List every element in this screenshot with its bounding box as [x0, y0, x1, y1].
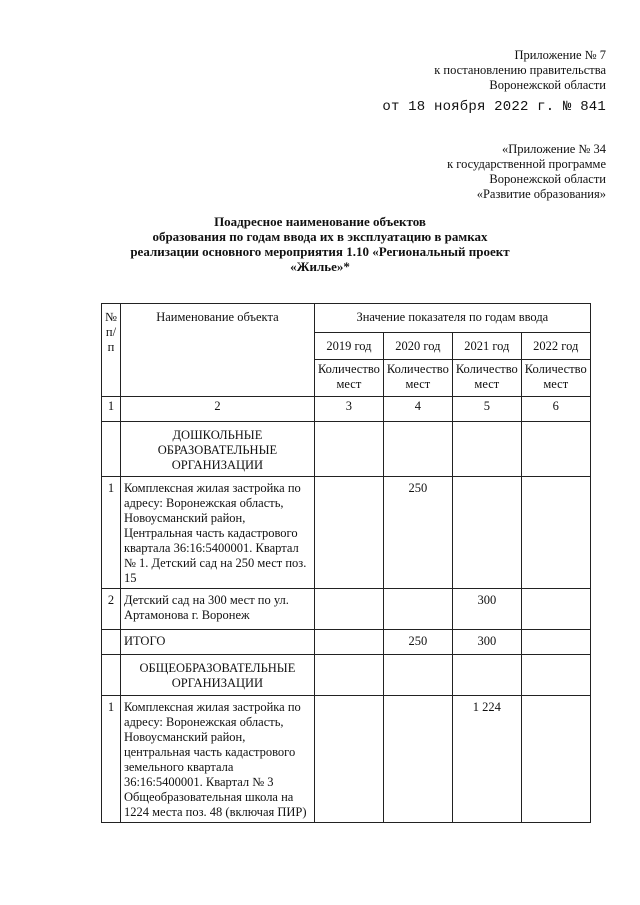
row-value-2021: 300	[452, 589, 521, 630]
section-row-general	[102, 655, 591, 696]
index-cell: 3	[314, 397, 383, 422]
appendix-program-line3: Воронежской области	[489, 172, 606, 186]
section-title-preschool: ДОШКОЛЬНЫЕ ОБРАЗОВАТЕЛЬНЫЕ ОРГАНИЗАЦИИ	[120, 422, 314, 477]
row-value-2020: 250	[383, 477, 452, 589]
row-value-2022	[521, 477, 590, 589]
appendix-program-line4: «Развитие образования»	[476, 187, 606, 201]
row-value-2019	[314, 696, 383, 823]
section-title-general: ОБЩЕОБРАЗОВАТЕЛЬНЫЕ ОРГАНИЗАЦИИ	[120, 655, 314, 696]
table-row	[102, 589, 591, 630]
row-num: 1	[102, 696, 121, 823]
appendix-program-line2: к государственной программе	[447, 157, 606, 171]
document-title	[0, 214, 640, 274]
empty-cell	[452, 655, 521, 696]
row-value-2019	[314, 589, 383, 630]
table-header-row	[102, 304, 591, 333]
table-row	[102, 477, 591, 589]
table-index-row	[102, 397, 591, 422]
empty-cell	[383, 422, 452, 477]
appendix-main-line2: к постановлению правительства	[434, 63, 606, 77]
title-line3: реализации основного мероприятия 1.10 «Региональный проект	[130, 244, 510, 259]
title-line1: Поадресное наименование объектов	[214, 214, 426, 229]
row-num: 1	[102, 477, 121, 589]
header-year-2020: 2020 год	[383, 333, 452, 360]
empty-cell	[102, 630, 121, 655]
empty-cell	[521, 655, 590, 696]
total-value-2020: 250	[383, 630, 452, 655]
empty-cell	[314, 422, 383, 477]
header-num-cell: № п/п	[102, 304, 121, 397]
empty-cell	[314, 655, 383, 696]
appendix-program-line1: «Приложение № 34	[501, 142, 606, 156]
row-object-name: Комплексная жилая застройка по адресу: Воронежская область, Новоусманский район, центральная часть кадастрового земельного квартала 36:16:5400001. Квартал № 3 Общеобразовательная школа на 1224 места поз. 48 (включая ПИР)	[120, 696, 314, 823]
header-unit-2019: Количество мест	[314, 360, 383, 397]
title-line2: образования по годам ввода их в эксплуатацию в рамках	[152, 229, 488, 244]
index-cell: 4	[383, 397, 452, 422]
header-year-2022: 2022 год	[521, 333, 590, 360]
decree-date-stamp: от 18 ноября 2022 г. № 841	[382, 99, 606, 115]
row-value-2020	[383, 589, 452, 630]
appendix-main-header	[382, 48, 606, 115]
table-row	[102, 696, 591, 823]
empty-cell	[102, 655, 121, 696]
header-unit-2021: Количество мест	[452, 360, 521, 397]
row-num: 2	[102, 589, 121, 630]
header-unit-2022: Количество мест	[521, 360, 590, 397]
appendix-main-line1: Приложение № 7	[514, 48, 606, 62]
appendix-main-line3: Воронежской области	[489, 78, 606, 92]
header-name-cell: Наименование объекта	[120, 304, 314, 397]
total-label: ИТОГО	[120, 630, 314, 655]
header-year-2019: 2019 год	[314, 333, 383, 360]
row-value-2019	[314, 477, 383, 589]
total-value-2019	[314, 630, 383, 655]
row-value-2022	[521, 589, 590, 630]
total-value-2021: 300	[452, 630, 521, 655]
row-value-2022	[521, 696, 590, 823]
appendix-program-header	[447, 142, 606, 202]
row-value-2021	[452, 477, 521, 589]
empty-cell	[102, 422, 121, 477]
row-object-name: Комплексная жилая застройка по адресу: Воронежская область, Новоусманский район, Центральная часть кадастрового квартала 36:16:5400001. Квартал № 1. Детский сад на 250 мест поз. 15	[120, 477, 314, 589]
title-line4: «Жилье»*	[290, 259, 350, 274]
section-row-preschool	[102, 422, 591, 477]
empty-cell	[383, 655, 452, 696]
empty-cell	[452, 422, 521, 477]
total-row	[102, 630, 591, 655]
header-year-2021: 2021 год	[452, 333, 521, 360]
index-cell: 6	[521, 397, 590, 422]
header-unit-2020: Количество мест	[383, 360, 452, 397]
row-value-2020	[383, 696, 452, 823]
row-value-2021: 1 224	[452, 696, 521, 823]
header-group-cell: Значение показателя по годам ввода	[314, 304, 590, 333]
empty-cell	[521, 422, 590, 477]
index-cell: 2	[120, 397, 314, 422]
index-cell: 1	[102, 397, 121, 422]
index-cell: 5	[452, 397, 521, 422]
row-object-name: Детский сад на 300 мест по ул. Артамонова г. Воронеж	[120, 589, 314, 630]
objects-table	[101, 303, 591, 823]
total-value-2022	[521, 630, 590, 655]
